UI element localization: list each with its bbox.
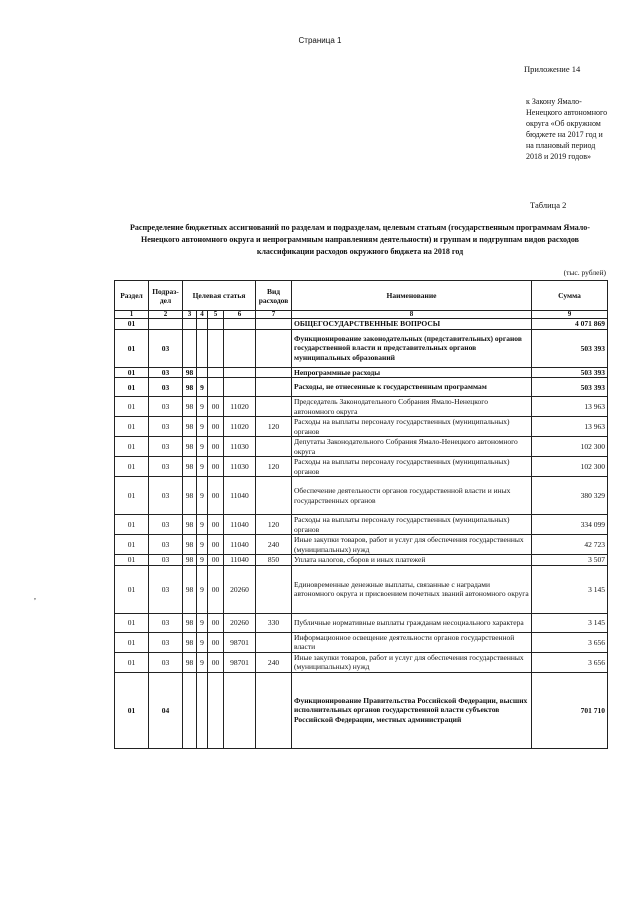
row-razdel: 01 [115,555,149,566]
row-name: Расходы, не отнесенные к государственным программам [292,378,532,397]
row-sum: 3 507 [532,555,608,566]
table-row [115,457,608,477]
row-target-4: 11020 [224,417,256,437]
row-target-1: 98 [183,565,197,613]
col-number: 9 [532,311,608,319]
row-vid: 240 [256,535,292,555]
units-label: (тыс. рублей) [563,268,606,277]
row-podrazdel: 03 [149,565,183,613]
row-vid [256,477,292,515]
row-target-2: 9 [197,565,208,613]
row-target-4: 11040 [224,477,256,515]
row-target-2 [197,367,208,378]
row-target-4: 11020 [224,397,256,417]
table-row [115,535,608,555]
row-podrazdel: 03 [149,535,183,555]
table-row [115,329,608,367]
row-target-3: 00 [208,555,224,566]
col-number: 2 [149,311,183,319]
col-number: 8 [292,311,532,319]
row-razdel: 01 [115,565,149,613]
document-heading: Распределение бюджетных ассигнований по разделам и подразделам, целевым статьям (государственным программам Ямало-Ненецкого автономного округа и непрограммным направлениям деятельности) и группам и подгруппам видов расходов классификации расходов окружного бюджета на 2018 год [130,223,590,256]
table-row [115,319,608,330]
row-target-3 [208,378,224,397]
row-podrazdel: 03 [149,437,183,457]
table-row [115,555,608,566]
col-number: 4 [197,311,208,319]
row-sum: 102 300 [532,437,608,457]
row-sum: 102 300 [532,457,608,477]
table-row [115,632,608,652]
row-sum: 503 393 [532,367,608,378]
row-vid: 330 [256,613,292,632]
row-target-2: 9 [197,652,208,672]
row-razdel: 01 [115,632,149,652]
scan-mark: , [34,592,36,601]
table-row [115,397,608,417]
row-sum: 3 145 [532,613,608,632]
row-target-1 [183,319,197,330]
col-header-name: Наименование [292,281,532,311]
row-target-4: 20260 [224,613,256,632]
row-name: Депутаты Законодательного Собрания Ямало-Ненецкого автономного округа [292,437,532,457]
row-target-1: 98 [183,535,197,555]
row-target-1: 98 [183,613,197,632]
row-vid [256,437,292,457]
row-target-4: 11040 [224,535,256,555]
row-name: Непрограммные расходы [292,367,532,378]
row-razdel: 01 [115,652,149,672]
row-target-2: 9 [197,477,208,515]
appendix-number: Приложение 14 [524,64,581,74]
row-target-4 [224,378,256,397]
row-podrazdel: 03 [149,378,183,397]
row-vid [256,632,292,652]
budget-table [114,280,608,749]
row-name: Публичные нормативные выплаты гражданам несоциального характера [292,613,532,632]
row-target-1: 98 [183,367,197,378]
row-podrazdel: 03 [149,515,183,535]
col-header-target: Целевая статья [183,281,256,311]
row-target-3: 00 [208,613,224,632]
table-row [115,652,608,672]
row-podrazdel: 03 [149,613,183,632]
row-name: Информационное освещение деятельности органов государственной власти [292,632,532,652]
row-target-4 [224,672,256,748]
row-target-1: 98 [183,477,197,515]
row-target-4: 11040 [224,515,256,535]
row-target-1: 98 [183,555,197,566]
row-vid [256,397,292,417]
row-target-3: 00 [208,565,224,613]
row-target-4 [224,367,256,378]
row-razdel: 01 [115,437,149,457]
col-number: 5 [208,311,224,319]
row-podrazdel: 03 [149,457,183,477]
row-vid [256,367,292,378]
row-podrazdel: 04 [149,672,183,748]
row-target-3: 00 [208,477,224,515]
table-row [115,613,608,632]
row-target-2: 9 [197,515,208,535]
row-vid: 120 [256,417,292,437]
row-razdel: 01 [115,457,149,477]
table-row [115,437,608,457]
row-sum: 3 656 [532,632,608,652]
col-number: 6 [224,311,256,319]
row-name: ОБЩЕГОСУДАРСТВЕННЫЕ ВОПРОСЫ [292,319,532,330]
row-target-3: 00 [208,535,224,555]
col-header-podrazdel: Подраз-дел [149,281,183,311]
row-sum: 42 723 [532,535,608,555]
row-target-3: 00 [208,515,224,535]
row-target-4: 11040 [224,555,256,566]
column-number-row [115,311,608,319]
row-sum: 503 393 [532,329,608,367]
row-target-3: 00 [208,417,224,437]
row-name: Иные закупки товаров, работ и услуг для обеспечения государственных (муниципальных) нужд [292,535,532,555]
row-razdel: 01 [115,367,149,378]
row-vid [256,329,292,367]
row-vid: 240 [256,652,292,672]
row-target-4: 20260 [224,565,256,613]
row-target-4: 11030 [224,437,256,457]
row-vid [256,565,292,613]
row-vid: 120 [256,457,292,477]
table-row [115,672,608,748]
row-razdel: 01 [115,672,149,748]
row-vid: 850 [256,555,292,566]
col-header-vid: Вид расходов [256,281,292,311]
row-target-1 [183,672,197,748]
table-row [115,515,608,535]
row-target-3 [208,367,224,378]
row-target-3 [208,329,224,367]
row-target-4 [224,329,256,367]
col-number: 1 [115,311,149,319]
table-row [115,477,608,515]
row-podrazdel: 03 [149,367,183,378]
row-podrazdel [149,319,183,330]
row-target-4: 98701 [224,632,256,652]
row-name: Иные закупки товаров, работ и услуг для обеспечения государственных (муниципальных) нужд [292,652,532,672]
row-target-3: 00 [208,397,224,417]
row-podrazdel: 03 [149,329,183,367]
row-target-2: 9 [197,457,208,477]
row-target-2: 9 [197,417,208,437]
row-razdel: 01 [115,477,149,515]
table-number: Таблица 2 [530,200,567,210]
row-target-2: 9 [197,613,208,632]
row-target-3 [208,672,224,748]
row-sum: 503 393 [532,378,608,397]
row-name: Обеспечение деятельности органов государственной власти и иных государственных органов [292,477,532,515]
row-podrazdel: 03 [149,632,183,652]
row-sum: 4 071 869 [532,319,608,330]
row-podrazdel: 03 [149,477,183,515]
row-razdel: 01 [115,417,149,437]
row-name: Председатель Законодательного Собрания Ямало-Ненецкого автономного округа [292,397,532,417]
row-target-1 [183,329,197,367]
table-header-row [115,281,608,311]
row-target-1: 98 [183,457,197,477]
row-target-1: 98 [183,652,197,672]
row-target-4: 98701 [224,652,256,672]
row-target-2: 9 [197,535,208,555]
row-target-1: 98 [183,515,197,535]
row-sum: 13 963 [532,417,608,437]
table-row [115,367,608,378]
row-name: Расходы на выплаты персоналу государственных (муниципальных) органов [292,417,532,437]
col-number: 7 [256,311,292,319]
row-sum: 380 329 [532,477,608,515]
row-target-2 [197,672,208,748]
col-header-razdel: Раздел [115,281,149,311]
table-row [115,565,608,613]
table-row [115,417,608,437]
row-podrazdel: 03 [149,397,183,417]
row-razdel: 01 [115,535,149,555]
row-target-1: 98 [183,378,197,397]
row-razdel: 01 [115,329,149,367]
row-podrazdel: 03 [149,652,183,672]
row-razdel: 01 [115,515,149,535]
row-name: Уплата налогов, сборов и иных платежей [292,555,532,566]
row-name: Функционирование Правительства Российской Федерации, высших исполнительных органов государственной власти субъектов Российской Федерации, местных администраций [292,672,532,748]
row-target-1: 98 [183,632,197,652]
row-razdel: 01 [115,378,149,397]
row-razdel: 01 [115,319,149,330]
row-target-2: 9 [197,437,208,457]
row-vid [256,319,292,330]
row-sum: 334 099 [532,515,608,535]
row-target-1: 98 [183,417,197,437]
row-target-4: 11030 [224,457,256,477]
row-podrazdel: 03 [149,417,183,437]
row-name: Единовременные денежные выплаты, связанные с наградами автономного округа и присвоением почетных званий автономного округа [292,565,532,613]
table-row [115,378,608,397]
row-target-2: 9 [197,555,208,566]
row-target-1: 98 [183,397,197,417]
row-sum: 3 656 [532,652,608,672]
col-header-sum: Сумма [532,281,608,311]
row-target-3: 00 [208,652,224,672]
row-sum: 3 145 [532,565,608,613]
row-target-1: 98 [183,437,197,457]
row-target-3 [208,319,224,330]
row-target-2: 9 [197,632,208,652]
row-vid [256,378,292,397]
page-label: Страница 1 [298,36,342,45]
row-vid: 120 [256,515,292,535]
row-name: Расходы на выплаты персоналу государственных (муниципальных) органов [292,515,532,535]
col-number: 3 [183,311,197,319]
row-name: Функционирование законодательных (представительных) органов государственной власти и представительных органов муниципальных образований [292,329,532,367]
row-name: Расходы на выплаты персоналу государственных (муниципальных) органов [292,457,532,477]
row-target-2 [197,329,208,367]
appendix-text: к Закону Ямало-Ненецкого автономного округа «Об окружном бюджете на 2017 год и на плановый период 2018 и 2019 годов» [526,97,608,161]
row-target-3: 00 [208,457,224,477]
row-target-3: 00 [208,437,224,457]
row-razdel: 01 [115,397,149,417]
row-sum: 701 710 [532,672,608,748]
row-target-2: 9 [197,378,208,397]
row-razdel: 01 [115,613,149,632]
row-target-2 [197,319,208,330]
row-podrazdel: 03 [149,555,183,566]
row-target-3: 00 [208,632,224,652]
row-target-2: 9 [197,397,208,417]
row-target-4 [224,319,256,330]
row-vid [256,672,292,748]
row-sum: 13 963 [532,397,608,417]
